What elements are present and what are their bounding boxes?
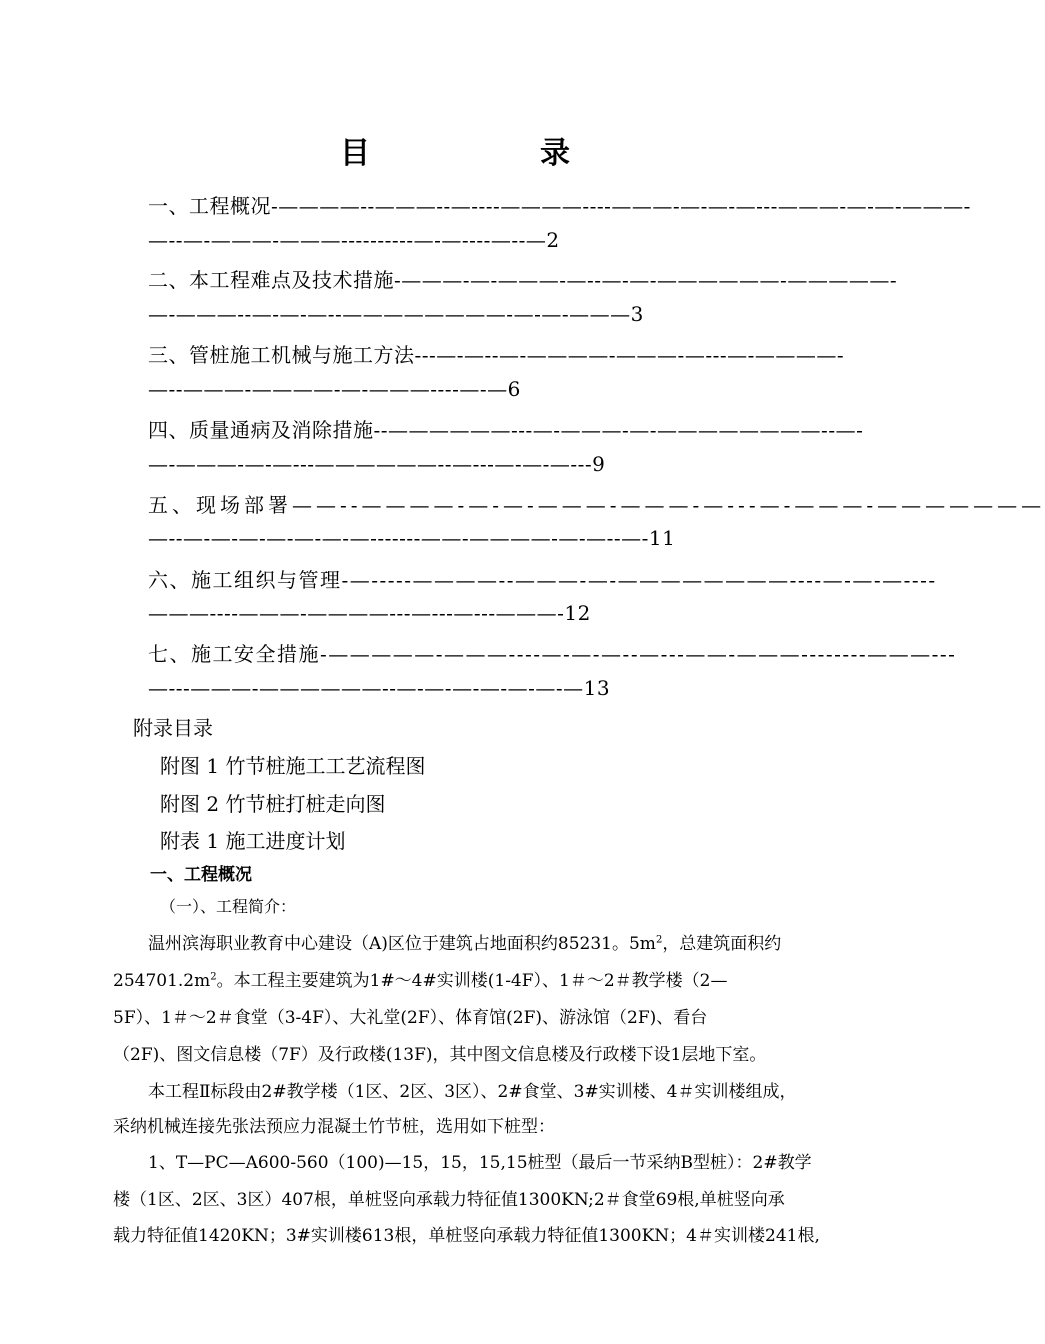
paragraph-line: 温州滨海职业教育中心建设（A)区位于建筑占地面积约85231。$5m^2$，总建筑面积约 <box>148 934 782 954</box>
toc-entry-3-line1: 三、管桩施工机械与施工方法---—-—--—-————-———-—---—-————- <box>148 343 845 367</box>
paragraph-line: 5F）、1＃～2＃食堂（3-4F）、大礼堂(2F）、体育馆(2F)、游泳馆（2F)、看台 <box>113 1008 708 1028</box>
appendix-heading: 附录目录 <box>133 716 213 740</box>
appendix-item-3: 附表 1 施工进度计划 <box>160 829 346 853</box>
paragraph-line: 载力特征值1420KN；3#实训楼613根，单桩竖向承载力特征值1300KN；4＃实训楼241根, <box>113 1226 820 1246</box>
toc-entry-7-line1: 七、施工安全措施-—————-———----—-—-—--—---——-———--------———--- <box>148 642 957 666</box>
toc-entry-4-line1: 四、质量通病及消除措施--——————---—-———-—-————————--—- <box>148 418 864 442</box>
toc-entry-5-line2: —--—-—-—-—-—-—-—-------——-————-—-—--—-11 <box>148 526 676 550</box>
paragraph-line: 楼（1区、2区、3区）407根，单桩竖向承载力特征值1300KN;2＃食堂69根,单桩竖向承 <box>113 1190 785 1210</box>
toc-entry-2-line2: —-———--—-—-—--————————-—-—-———3 <box>148 302 644 326</box>
section-subheading: （一）、工程简介： <box>160 897 297 916</box>
toc-entry-6-line2: ———----———-————---—---—---———-12 <box>148 601 591 625</box>
paragraph-line: 本工程Ⅱ标段由2#教学楼（1区、2区、3区）、2#食堂、3#实训楼、4＃实训楼组成， <box>148 1082 797 1102</box>
page-title: 目 录 <box>340 136 640 171</box>
appendix-item-1: 附图 1 竹节桩施工工艺流程图 <box>160 754 426 778</box>
paragraph-line: （2F)、图文信息楼（7F）及行政楼(13F)，其中图文信息楼及行政楼下设1层地下室。 <box>113 1045 767 1065</box>
toc-entry-6-line1: 六、施工组织与管理-—-----————--———-—-————————----—-—-—---- <box>148 568 937 592</box>
section-heading: 一、工程概况 <box>150 865 252 885</box>
paragraph-line: $254701.2m^2$。本工程主要建筑为1#～4#实训楼(1-4F）、1＃～2＃教学楼（2— <box>113 971 728 991</box>
toc-entry-5-line1: 五、现场部署——--————-—-—-———-———-—---—-———-——————— <box>148 493 1045 517</box>
appendix-item-2: 附图 2 竹节桩打桩走向图 <box>160 792 386 816</box>
toc-entry-3-line2: —--———-————-—-———----—-—6 <box>148 377 521 401</box>
toc-entry-7-line2: —---———-——————--—-—-—-—-—-—-—13 <box>148 676 611 700</box>
toc-entry-2-line1: 二、本工程难点及技术措施-———-—-———-—--—-—-——————-—————- <box>148 268 898 292</box>
paragraph-line: 1、T—PC—A600-560（100)—15，15，15,15桩型（最后一节采纳B型桩）：2#教学 <box>148 1153 812 1173</box>
toc-entry-1-line2: —--—-———-———----------—-—----—--—2 <box>148 228 560 252</box>
toc-entry-1-line1: 一、工程概况-————--———--—----————----———-—-—-—---———-—-—-———- <box>148 194 971 218</box>
paragraph-line: 采纳机械连接先张法预应力混凝土竹节桩，选用如下桩型： <box>113 1117 555 1137</box>
toc-entry-4-line2: —-———-—-—---——————--—---—-—-—---9 <box>148 452 606 476</box>
